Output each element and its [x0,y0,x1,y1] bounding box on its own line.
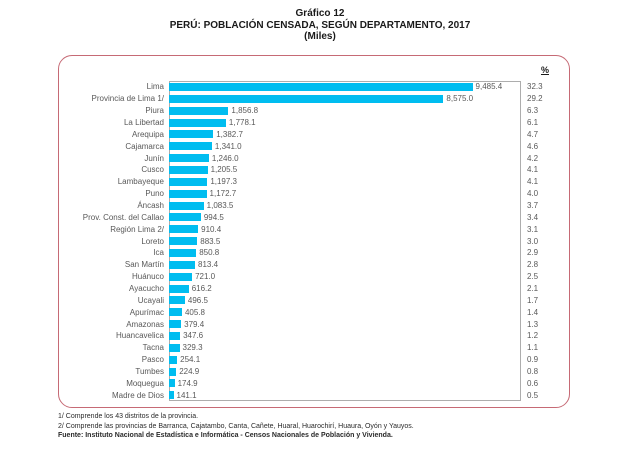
department-label: Cusco [141,165,164,175]
chart-row [59,128,569,140]
bar-cell [169,130,521,139]
department-label: Lambayeque [117,177,164,187]
bar [169,83,473,91]
bar [169,213,201,221]
bar-cell [169,225,521,234]
bar-cell [169,106,521,115]
department-label: Cajamarca [125,141,164,151]
bar-cell [169,343,521,352]
bar-value: 347.6 [183,331,204,341]
chart-row [59,140,569,152]
bar-value: 254.1 [180,355,201,365]
chart-row [59,247,569,259]
bar [169,344,180,352]
chart-row [59,366,569,378]
bar-value: 813.4 [198,260,219,270]
chart-row [59,342,569,354]
bar-cell [169,189,521,198]
bar [169,202,204,210]
bar-value: 8,575.0 [446,94,474,104]
bar-value: 1,246.0 [211,153,239,163]
percent-value: 4.7 [527,129,539,139]
bar-cell [169,272,521,281]
department-label: Tumbes [135,367,164,377]
department-label: Tacna [142,343,164,353]
percent-value: 1.1 [527,343,539,353]
department-label: Ucayali [137,295,164,305]
chart-title-block [0,8,640,43]
chart-frame [58,55,570,408]
chart-title: PERÚ: POBLACIÓN CENSADA, SEGÚN DEPARTAMENTO, 2017 [169,19,471,31]
department-label: Ica [153,248,164,258]
bar-cell [169,367,521,376]
percent-value: 4.1 [527,165,539,175]
bar-value: 994.5 [203,212,224,222]
department-label: Moquegua [126,378,164,388]
department-label: Madre de Dios [111,390,164,400]
department-label: Amazonas [126,319,164,329]
bar-cell [169,154,521,163]
bar-value: 1,083.5 [206,201,234,211]
department-label: Puno [145,189,164,199]
bar [169,95,443,103]
bar-cell [169,296,521,305]
bar [169,166,208,174]
percent-value: 6.3 [527,106,539,116]
department-label: Áncash [137,201,164,211]
bar-value: 616.2 [191,284,212,294]
percent-value: 0.8 [527,367,539,377]
bar-cell [169,320,521,329]
percent-value: 2.1 [527,284,539,294]
bar [169,296,185,304]
department-label: Loreto [141,236,164,246]
bar-value: 405.8 [184,307,206,317]
percent-value: 1.4 [527,307,539,317]
bar [169,332,180,340]
bar [169,190,207,198]
bar-cell [169,165,521,174]
department-label: Región Lima 2/ [110,224,164,234]
bar-value: 1,341.0 [214,141,242,151]
chart-row [59,330,569,342]
bar-cell [169,142,521,151]
bar [169,285,189,293]
chart-row [59,152,569,164]
bar-value: 496.5 [187,295,208,305]
chart-row [59,93,569,105]
bar-cell [169,308,521,317]
chart-number: Gráfico 12 [295,8,345,19]
percent-value: 3.4 [527,212,539,222]
chart-row [59,223,569,235]
chart-row [59,105,569,117]
footnote-1: 1/ Comprende los 43 distritos de la provincia. [58,413,199,420]
department-label: Pasco [141,355,164,365]
department-label: Lima [146,82,164,92]
bar [169,391,174,399]
bar [169,249,196,257]
bar-cell [169,118,521,127]
percent-column-header: % [540,65,549,75]
department-label: Huánuco [131,272,164,282]
chart-row [59,117,569,129]
bar-value: 224.9 [179,367,200,377]
chart-row [59,389,569,401]
footnote-2: 2/ Comprende las provincias de Barranca, Cajatambo, Canta, Cañete, Huaral, Huarochirí, Huaura, Oyón y Yauyos. [58,422,414,430]
bar-cell [169,355,521,364]
percent-value: 1.2 [527,331,539,341]
bar-cell [169,391,521,400]
bar-cell [169,82,521,91]
bar [169,368,176,376]
chart-rows [59,81,569,401]
bar [169,142,212,150]
bar-value: 174.9 [177,378,198,388]
percent-value: 4.1 [527,177,539,187]
bar-value: 850.8 [199,248,220,258]
chart-row [59,81,569,93]
bar-value: 379.4 [184,319,205,329]
percent-value: 3.0 [527,236,539,246]
bar-value: 1,856.8 [231,106,259,116]
percent-value: 4.6 [527,141,539,151]
chart-row [59,259,569,271]
bar [169,154,209,162]
bar-value: 141.1 [176,390,197,400]
percent-value: 4.2 [527,153,539,163]
chart-unit: (Miles) [304,31,336,42]
footnotes [58,412,414,441]
bar-value: 883.5 [200,236,221,246]
bar [169,273,192,281]
percent-value: 0.6 [527,378,539,388]
bar [169,308,182,316]
bar [169,130,213,138]
department-label: Junín [144,153,164,163]
bar-value: 329.3 [182,343,203,353]
bar-cell [169,379,521,388]
percent-value: 3.1 [527,224,539,234]
bar [169,261,195,269]
percent-value: 29.2 [527,94,543,104]
bar-value: 721.0 [195,272,216,282]
chart-row [59,211,569,223]
chart-row [59,318,569,330]
department-label: Arequipa [131,129,164,139]
chart-row [59,271,569,283]
bar-value: 1,172.7 [209,189,237,199]
percent-value: 3.7 [527,201,539,211]
bar-cell [169,331,521,340]
chart-row [59,306,569,318]
bar-cell [169,94,521,103]
department-label: Prov. Const. del Callao [82,212,164,222]
bar [169,237,197,245]
bar-value: 910.4 [201,224,222,234]
bar-value: 1,197.3 [210,177,238,187]
chart-row [59,294,569,306]
bar-value: 1,205.5 [210,165,238,175]
bar-cell [169,260,521,269]
bar [169,356,177,364]
percent-value: 6.1 [527,118,539,127]
bar-value: 9,485.4 [475,82,503,92]
chart-row [59,176,569,188]
bar-value: 1,382.7 [216,129,243,139]
bar-value: 1,778.1 [228,118,256,127]
percent-value: 2.9 [527,248,539,258]
department-label: Ayacucho [129,284,164,294]
percent-value: 1.7 [527,295,539,305]
chart-row [59,188,569,200]
bar-cell [169,177,521,186]
bar-cell [169,201,521,210]
percent-value: 0.9 [527,355,539,365]
percent-value: 0.5 [527,390,539,400]
department-label: Provincia de Lima 1/ [91,94,164,104]
bar [169,119,226,127]
chart-row [59,200,569,212]
chart-row [59,283,569,295]
bar-cell [169,248,521,257]
department-label: Huancavelica [115,331,164,341]
department-label: Apurímac [129,307,164,317]
source-note: Fuente: Instituto Nacional de Estadística e Informática - Censos Nacionales de Población y Vivienda. [58,432,393,439]
percent-value: 4.0 [527,189,539,199]
percent-value: 2.5 [527,272,539,282]
chart-row [59,235,569,247]
percent-value: 32.3 [527,82,543,92]
bar-cell [169,237,521,246]
bar-cell [169,213,521,222]
percent-value: 1.3 [527,319,539,329]
percent-value: 2.8 [527,260,539,270]
department-label: San Martín [124,260,164,270]
bar [169,107,228,115]
department-label: La Libertad [123,118,164,127]
chart-row [59,164,569,176]
chart-row [59,377,569,389]
bar [169,320,181,328]
chart-row [59,354,569,366]
department-label: Piura [145,106,164,116]
bar [169,178,207,186]
bar-cell [169,284,521,293]
bar [169,379,175,387]
bar [169,225,198,233]
